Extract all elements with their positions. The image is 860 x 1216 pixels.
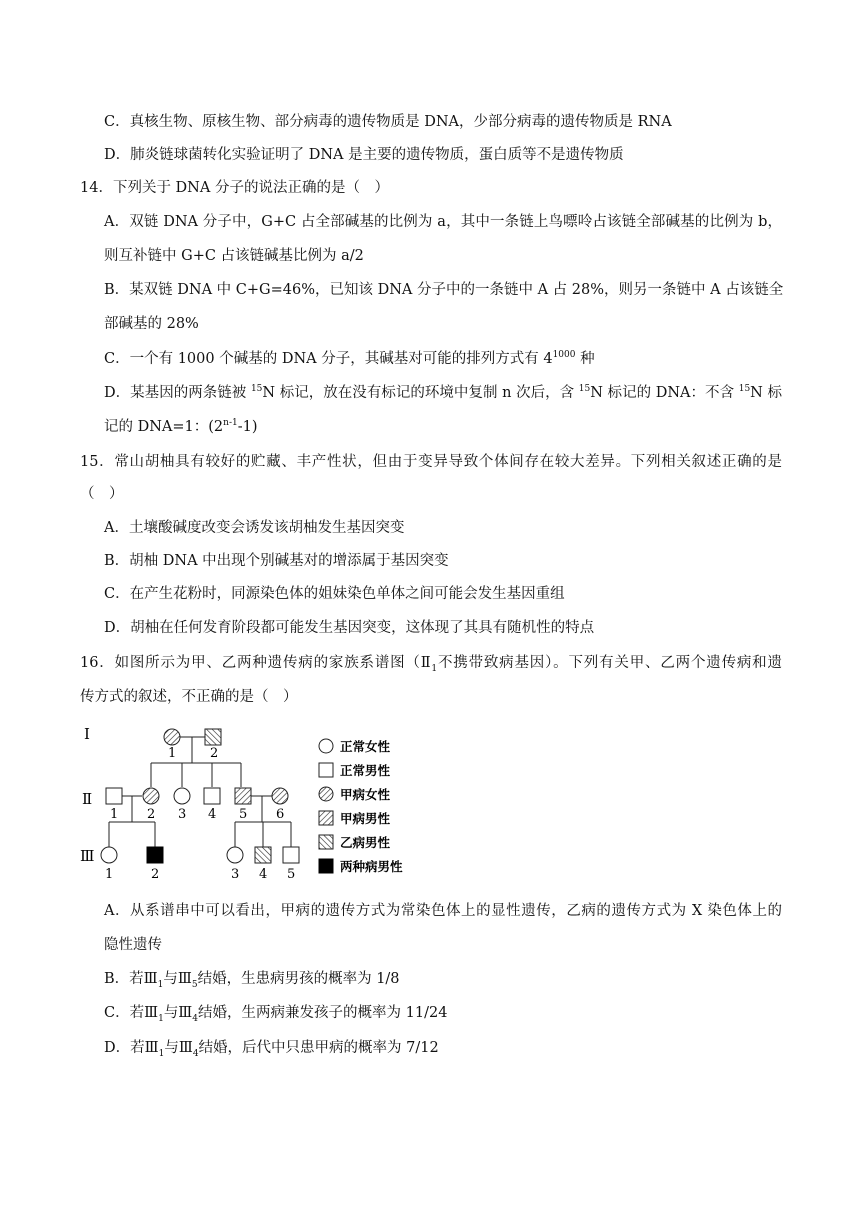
gen1-number-1: 1 [168, 746, 177, 761]
gen2-number-1: 1 [110, 807, 119, 822]
gen3-number-3: 3 [231, 867, 240, 882]
pedigree-lines [109, 737, 291, 847]
legend-label-normal-male: 正常男性 [340, 763, 391, 778]
pedigree-legend [319, 739, 403, 874]
legend-label-disease-b-male: 乙病男性 [340, 835, 391, 850]
option-16d: D．若$Ⅲ_1$与$Ⅲ_4$结婚，后代中只患甲病的概率为 7/12 [104, 1040, 439, 1059]
legend-symbol-disease-a-male [319, 811, 333, 825]
option-14b-line1: B．某双链 DNA 中 C+G=46%，已知该 DNA 分子中的一条链中 A 占 28%，则另一条链中 A 占该链全 [104, 282, 784, 298]
question-16-stem-line1: 16．如图所示为甲、乙两种遗传病的家族系谱图（$Ⅱ_1$不携带致病基因）。下列有关甲、乙两个遗传病和遗 [80, 655, 782, 674]
option-15b: B．胡柚 DNA 中出现个别碱基对的增添属于基因突变 [104, 553, 449, 569]
gen2-number-5: 5 [239, 807, 248, 822]
option-15a: A．土壤酸碱度改变会诱发该胡柚发生基因突变 [104, 520, 405, 536]
gen1-male-2-affected-b [205, 729, 221, 745]
question-16-stem-line2: 传方式的叙述，不正确的是（ ） [80, 689, 298, 705]
option-14d-line1: D．某基因的两条链被 $^{15}$N 标记，放在没有标记的环境中复制 n 次后，含 $^{15}$N 标记的 DNA：不含 $^{15}$N 标 [104, 384, 782, 401]
legend-symbol-normal-female [319, 739, 333, 753]
question-15-stem-line1: 15．常山胡柚具有较好的贮藏、丰产性状，但由于变异导致个体间存在较大差异。下列相关叙述正确的是 [80, 454, 782, 470]
gen2-female-2-affected-a [143, 788, 159, 804]
gen1-number-2: 2 [210, 746, 219, 761]
option-13c: C．真核生物、原核生物、部分病毒的遗传物质是 DNA，少部分病毒的遗传物质是 RNA [104, 114, 672, 130]
gen3-number-5: 5 [287, 867, 296, 882]
generation-label-2: Ⅱ [82, 790, 93, 808]
question-14-stem: 14．下列关于 DNA 分子的说法正确的是（ ） [80, 180, 389, 196]
legend-symbol-normal-male [319, 763, 333, 777]
option-15d: D．胡柚在任何发育阶段都可能发生基因突变，这体现了其具有随机性的特点 [104, 620, 595, 636]
option-14c: C．一个有 1000 个碱基的 DNA 分子，其碱基对可能的排列方式有 $4^{1000}$ 种 [104, 350, 595, 367]
legend-label-both-diseases-male: 两种病男性 [340, 859, 403, 874]
generation-label-1: Ⅰ [84, 725, 90, 743]
option-16a-line1: A．从系谱串中可以看出，甲病的遗传方式为常染色体上的显性遗传，乙病的遗传方式为 X 染色体上的 [104, 903, 782, 919]
legend-symbol-both-diseases-male [319, 859, 333, 873]
gen3-female-1-normal [101, 847, 117, 863]
gen2-female-6-affected-a [272, 788, 288, 804]
legend-label-normal-female: 正常女性 [340, 739, 391, 754]
gen3-number-2: 2 [151, 867, 160, 882]
option-14d-line2: 记的 DNA=1：(2$^{n-1}$-1) [104, 418, 258, 435]
gen3-number-1: 1 [105, 867, 114, 882]
gen3-female-3-normal [227, 847, 243, 863]
option-16b: B．若$Ⅲ_1$与$Ⅲ_5$结婚，生患病男孩的概率为 1/8 [104, 971, 400, 990]
option-14a-line1: A．双链 DNA 分子中，G+C 占全部碱基的比例为 a，其中一条链上鸟嘌呤占该链全部碱基的比例为 b， [104, 214, 782, 230]
legend-symbol-disease-b-male [319, 835, 333, 849]
legend-label-disease-a-female: 甲病女性 [340, 787, 391, 802]
option-16c: C．若$Ⅲ_1$与$Ⅲ_4$结婚，生两病兼发孩子的概率为 11/24 [104, 1005, 448, 1024]
option-14a-line2: 则互补链中 G+C 占该链碱基比例为 a/2 [104, 248, 364, 264]
option-15c: C．在产生花粉时，同源染色体的姐妹染色单体之间可能会发生基因重组 [104, 586, 565, 602]
gen2-male-4-normal [204, 788, 220, 804]
pedigree-chart [80, 722, 420, 882]
gen2-number-3: 3 [178, 807, 187, 822]
gen2-number-4: 4 [208, 807, 217, 822]
option-16a-line2: 隐性遗传 [104, 937, 162, 953]
option-14b-line2: 部碱基的 28% [104, 316, 199, 332]
gen3-male-2-both-diseases [147, 847, 163, 863]
gen2-number-6: 6 [276, 807, 285, 822]
legend-label-disease-a-male: 甲病男性 [340, 811, 391, 826]
generation-label-3: Ⅲ [80, 847, 95, 865]
gen2-male-1-normal [106, 788, 122, 804]
question-15-stem-line2: （ ） [80, 486, 124, 502]
gen3-male-5-normal [283, 847, 299, 863]
gen2-female-3-normal [174, 788, 190, 804]
gen1-female-1-affected-a [164, 729, 180, 745]
legend-symbol-disease-a-female [319, 787, 333, 801]
gen3-male-4-affected-b [255, 847, 271, 863]
gen3-number-4: 4 [259, 867, 268, 882]
gen2-male-5-affected-a [235, 788, 251, 804]
option-13d: D．肺炎链球菌转化实验证明了 DNA 是主要的遗传物质，蛋白质等不是遗传物质 [104, 147, 624, 163]
gen2-number-2: 2 [147, 807, 156, 822]
